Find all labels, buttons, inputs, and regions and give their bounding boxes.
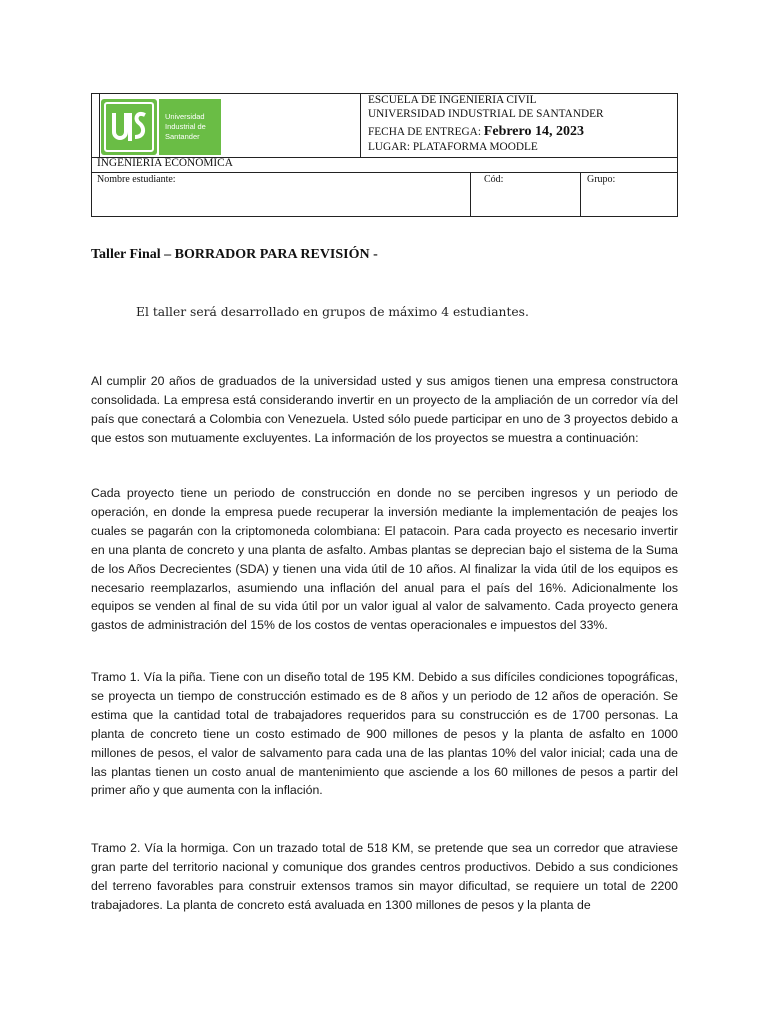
uis-logo-icon: [101, 99, 157, 155]
logo-line: Industrial de: [165, 122, 206, 131]
logo-wordmark: [159, 99, 221, 155]
paragraph-context: Al cumplir 20 años de graduados de la universidad usted y sus amigos tienen una empresa constructora consolidada. La empresa está considerando invertir en un proyecto de la ampliación de un corredor vía del país que conectará a Colombia con Venezuela. Usted sólo puede participar en uno de 3 proyectos debido a que estos son mutuamente excluyentes. La información de los proyectos se muestra a continuación:: [91, 374, 678, 445]
paragraph-tramo-1: Tramo 1. Vía la piña. Tiene con un diseño total de 195 KM. Debido a sus difíciles condiciones topográficas, se proyecta un tiempo de construcción estimado es de 8 años y un periodo de 12 años de operación. Se estima que la cantidad total de trabajadores requeridos para su construcción es de 1700 personas. La planta de concreto tiene un costo estimado de 900 millones de pesos y la planta de asfalto en 1000 millones de pesos, el valor de salvamento para cada una de las plantas 10% del valor inicial; cada una de las plantas tienen un costo anual de mantenimiento que asciende a los 60 millones de pesos a partir del primer año y que aumenta con la inflación.: [91, 670, 678, 798]
university-logo: [99, 98, 221, 156]
code-field: Cód:: [484, 174, 504, 185]
table-divider: [580, 172, 581, 217]
group-field: Grupo:: [587, 174, 616, 185]
due-date-value: Febrero 14, 2023: [483, 124, 584, 139]
intro-line: El taller será desarrollado en grupos de máximo 4 estudiantes.: [136, 305, 529, 319]
student-name-field: Nombre estudiante:: [97, 174, 176, 185]
school-name: ESCUELA DE INGENIERIA CIVIL: [368, 94, 537, 106]
due-date-row: [368, 124, 584, 140]
table-divider: [470, 172, 471, 217]
paragraph-tramo-2: Tramo 2. Vía la hormiga. Con un trazado total de 518 KM, se pretende que sea un corredor que atraviese gran parte del territorio nacional y comunique dos grandes centros productivos. Debido a sus condiciones del terreno favorables para construir extensos tramos sin mayor dificultad, se requiere un total de 2200 trabajadores. La planta de concreto está avaluada en 1300 millones de pesos y la planta de: [91, 841, 678, 912]
table-divider: [92, 172, 677, 173]
table-divider: [360, 93, 361, 158]
header-table: [91, 93, 678, 217]
university-name: UNIVERSIDAD INDUSTRIAL DE SANTANDER: [368, 108, 604, 120]
logo-line: Universidad: [165, 112, 205, 121]
course-name: INGENIERIA ECONOMICA: [97, 157, 233, 169]
place-label: LUGAR: PLATAFORMA MOODLE: [368, 141, 538, 153]
document-title: Taller Final – BORRADOR PARA REVISIÓN -: [91, 247, 378, 262]
due-date-label: FECHA DE ENTREGA:: [368, 126, 481, 138]
logo-line: Santander: [165, 132, 200, 141]
paragraph-general-conditions: Cada proyecto tiene un periodo de construcción en donde no se perciben ingresos y un periodo de operación, en donde la empresa puede recuperar la inversión mediante la implementación de peajes los cuales se pagarán con la criptomoneda colombiana: El patacoin. Para cada proyecto es necesario invertir en una planta de concreto y una planta de asfalto. Ambas plantas se deprecian bajo el sistema de la Suma de los Años Decrecientes (SDA) y tienen una vida útil de 10 años. Al finalizar la vida útil de los equipos es necesario reemplazarlos, asumiendo una inflación del anual para el país del 16%. Adicionalmente los equipos se venden al final de su vida útil por un valor igual al valor de salvamento. Cada proyecto genera gastos de administración del 15% de los costos de ventas operacionales e impuestos del 33%.: [91, 486, 678, 633]
